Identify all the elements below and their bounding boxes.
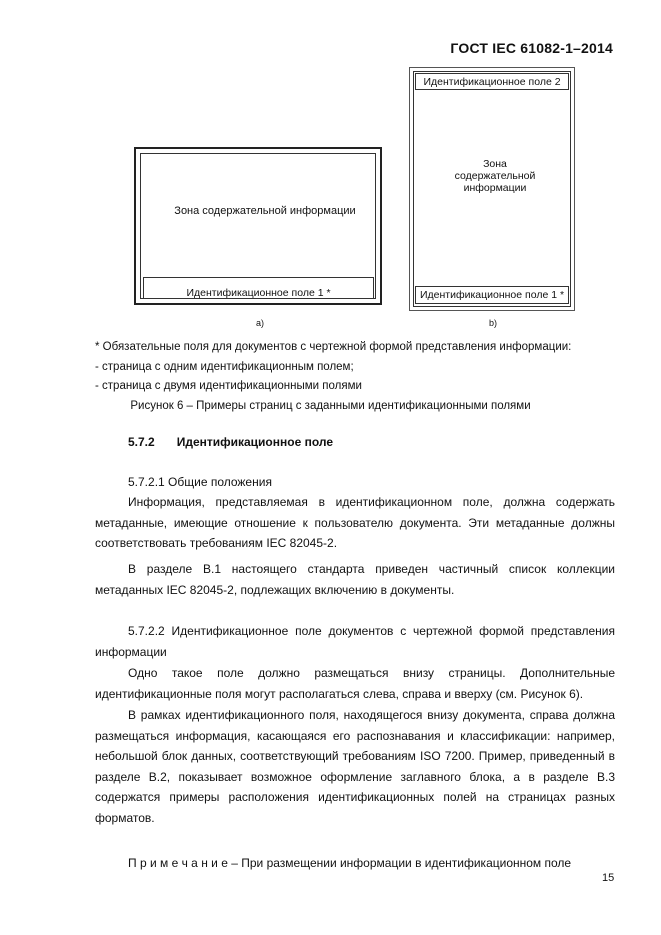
section-heading <box>128 435 333 449</box>
figure-b-zone-line-1: Зона <box>483 158 507 170</box>
figure-a-id-field-label: Идентификационное поле 1 * <box>186 287 331 299</box>
figure-note-line-1: * Обязательные поля для документов с чертежной формой представления информации: <box>95 341 572 353</box>
page-number: 15 <box>602 872 615 884</box>
document-code-header: ГОСТ IEC 61082-1–2014 <box>450 40 613 56</box>
figure-note-line-2: - страница с одним идентификационным полем; <box>95 361 354 373</box>
figure-b-id-field-top-label: Идентификационное поле 2 <box>423 76 561 88</box>
figure-b-id-field-top <box>415 73 569 90</box>
figure-note-line-3: - страница с двумя идентификационными полями <box>95 380 362 392</box>
subsection-heading-general: 5.7.2.1 Общие положения <box>128 475 272 489</box>
paragraph-metadata: Информация, представляемая в идентификационном поле, должна содержать метаданные, имеющие отношение к пользователю документа. Эти метаданные должны соответствовать требованиям IEC 82045-2. <box>95 495 615 550</box>
note-text: – При размещении информации в идентификационном поле <box>231 856 572 870</box>
figure-a-caption: a) <box>256 318 265 328</box>
figure-caption: Рисунок 6 – Примеры страниц с заданными идентификационными полями <box>130 400 531 412</box>
section-number: 5.7.2 <box>128 435 155 449</box>
figure-b-content-zone-label <box>440 158 550 194</box>
paragraph-field-placement: Одно такое поле должно размещаться внизу страницы. Дополнительные идентификационные поля могут располагаться слева, справа и вверху (см. Рисунок 6). <box>95 666 615 701</box>
subsection-heading-drawing-docs: 5.7.2.2 Идентификационное поле документов с чертежной формой представления информации <box>95 624 615 659</box>
paragraph-annex-list: В разделе В.1 настоящего стандарта приведен частичный список коллекции метаданных IEC 82045-2, подлежащих включению в документы. <box>95 562 615 597</box>
figure-a-content-zone-label: Зона содержательной информации <box>174 205 356 217</box>
figure-a-id-field <box>143 277 374 299</box>
paragraph-title-block: В рамках идентификационного поля, находящегося внизу документа, справа должна размещаться информация, касающаяся его распознавания и классификации: например, небольшой блок данных, соответствующий требованиям ISO 7200. Пример, приведенный в разделе В.2, показывает возможное оформление заглавного блока, а в разделе В.3 содержатся примеры расположения идентификационных полей на страницах разных форматов. <box>95 708 615 825</box>
note-label: П р и м е ч а н и е <box>128 856 228 870</box>
section-title: Идентификационное поле <box>176 435 334 449</box>
figure-b-caption: b) <box>489 318 498 328</box>
figure-b-zone-line-3: информации <box>463 182 527 194</box>
note-paragraph <box>95 853 615 874</box>
figure-b-id-field-bottom-label: Идентификационное поле 1 * <box>419 289 565 301</box>
figure-b-zone-line-2: содержательной <box>454 170 536 182</box>
figure-b-id-field-bottom <box>415 286 569 304</box>
